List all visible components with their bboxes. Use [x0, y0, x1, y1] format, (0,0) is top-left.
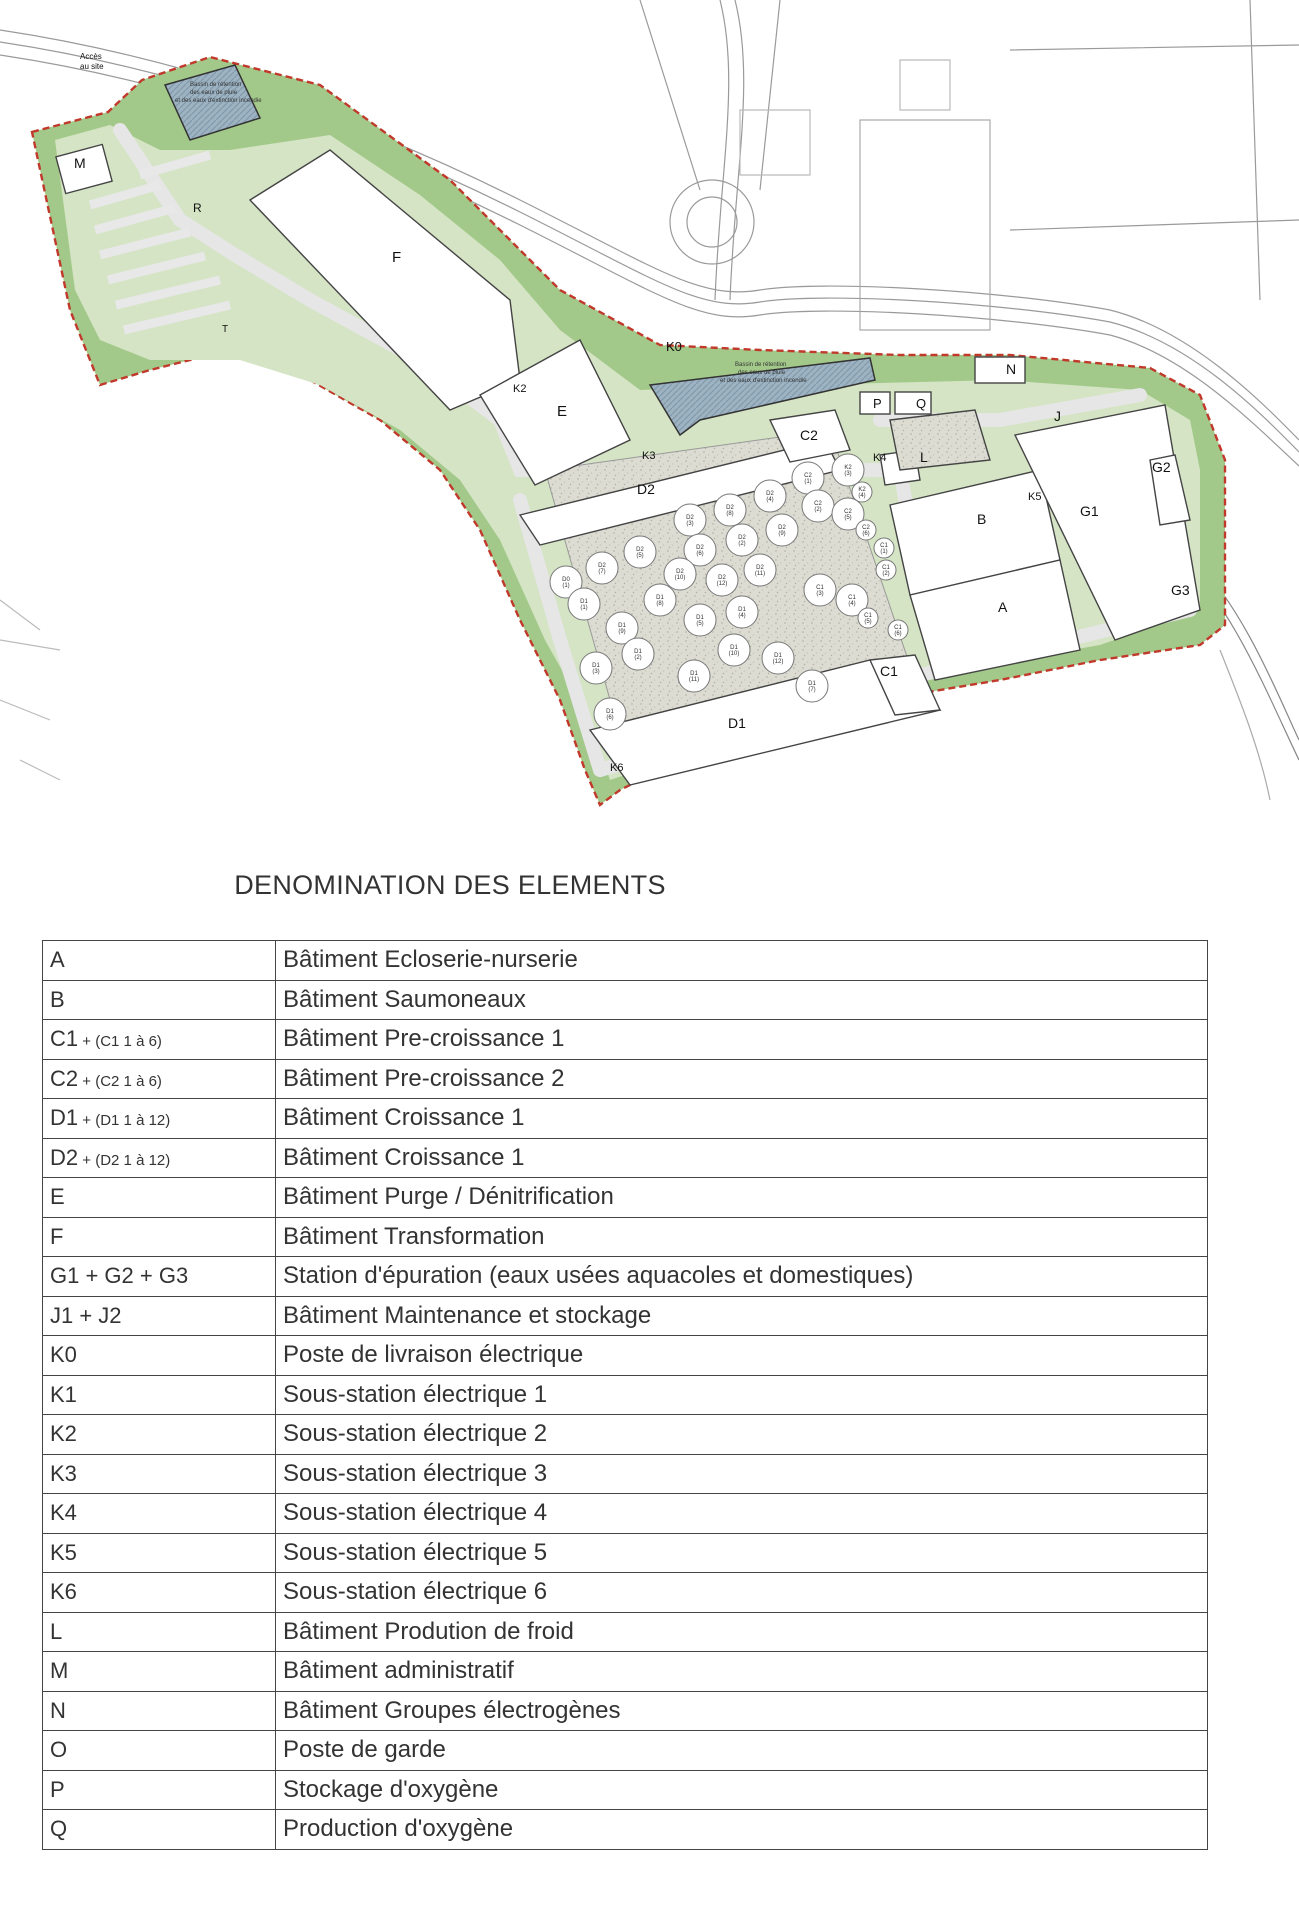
- tank-label: (4): [738, 613, 746, 619]
- label-G1: G1: [1080, 503, 1099, 519]
- label-L: L: [920, 449, 928, 465]
- tank-label: (6): [606, 715, 614, 721]
- access-label-1: Accès: [80, 52, 102, 61]
- legend-description: Bâtiment Transformation: [276, 1217, 1208, 1257]
- tank-label: C1: [880, 543, 888, 549]
- legend-code: [43, 1217, 276, 1257]
- legend-row: [43, 1375, 1208, 1415]
- tank-label: (8): [656, 601, 664, 607]
- tank-label: (4): [858, 493, 866, 499]
- legend-code-range: + (D2 1 à 12): [78, 1151, 171, 1169]
- legend-row: [43, 1020, 1208, 1060]
- legend-row: [43, 1138, 1208, 1178]
- tank-label: D2: [718, 575, 726, 581]
- tank-label: D1: [580, 599, 588, 605]
- legend-row: [43, 1533, 1208, 1573]
- tank-label: D2: [766, 491, 774, 497]
- legend-description: Sous-station électrique 4: [276, 1494, 1208, 1534]
- tank-label: D2: [726, 505, 734, 511]
- legend-description: Sous-station électrique 3: [276, 1454, 1208, 1494]
- legend-code: [43, 1731, 276, 1771]
- label-K6: K6: [610, 762, 624, 774]
- tank-label: C1: [864, 613, 872, 619]
- legend-row: [43, 1494, 1208, 1534]
- legend-code-text: K3: [50, 1460, 77, 1486]
- label-K2: K2: [513, 383, 527, 395]
- legend-code-range: + (C2 1 à 6): [78, 1072, 162, 1090]
- legend-code-range: + (D1 1 à 12): [78, 1112, 171, 1130]
- legend-row: [43, 1415, 1208, 1455]
- legend-code-text: N: [50, 1697, 66, 1723]
- legend-description: Bâtiment Pre-croissance 1: [276, 1020, 1208, 1060]
- tank-label: D1: [808, 681, 816, 687]
- label-C2: C2: [800, 427, 818, 443]
- tank-label: (3): [592, 669, 600, 675]
- legend-code: [43, 1059, 276, 1099]
- label-M: M: [74, 155, 86, 171]
- legend-code: [43, 1454, 276, 1494]
- legend-code-text: D1: [50, 1105, 79, 1131]
- tank-label: C1: [848, 595, 856, 601]
- tank-label: (2): [738, 541, 746, 547]
- label-K3: K3: [642, 450, 656, 462]
- tank-label: (5): [696, 621, 704, 627]
- tank-label: D1: [634, 649, 642, 655]
- legend-code-text: E: [50, 1184, 65, 1210]
- tank-label: (2): [882, 571, 890, 577]
- legend-row: [43, 1612, 1208, 1652]
- legend-code: [43, 1533, 276, 1573]
- legend-row: [43, 1731, 1208, 1771]
- legend-description: Bâtiment Prodution de froid: [276, 1612, 1208, 1652]
- tank-label: C1: [882, 565, 890, 571]
- tank-label: D2: [738, 535, 746, 541]
- label-D2: D2: [637, 481, 655, 497]
- legend-row: [43, 980, 1208, 1020]
- tank-label: C2: [862, 525, 870, 531]
- tank-label: D0: [562, 577, 570, 583]
- label-Q: Q: [916, 396, 927, 411]
- tank-label: C2: [814, 501, 822, 507]
- tank-label: (11): [688, 677, 700, 683]
- access-label-2: au site: [80, 62, 104, 71]
- tank-label: (1): [562, 583, 570, 589]
- tank-label: (12): [716, 581, 728, 587]
- legend-row: [43, 1652, 1208, 1692]
- legend-code-text: K6: [50, 1579, 77, 1605]
- tank-label: (7): [808, 687, 816, 693]
- basin-south-label-2: des eaux de pluie: [738, 370, 786, 376]
- tank-label: (6): [894, 631, 902, 637]
- label-J: J: [1054, 408, 1061, 424]
- legend-code-text: P: [50, 1776, 65, 1802]
- tank-label: D2: [778, 525, 786, 531]
- legend-description: Sous-station électrique 5: [276, 1533, 1208, 1573]
- tank-label: D2: [756, 565, 764, 571]
- tank-label: (1): [580, 605, 588, 611]
- tank-label: (7): [598, 569, 606, 575]
- legend-code-text: K4: [50, 1500, 77, 1526]
- label-D1: D1: [728, 715, 746, 731]
- tank-label: (2): [814, 507, 822, 513]
- basin-north-label-3: et des eaux d'extinction incendie: [175, 98, 262, 104]
- legend-code: [43, 1099, 276, 1139]
- tank-label: K2: [858, 487, 866, 493]
- tank-label: D2: [676, 569, 684, 575]
- tank-label: D1: [730, 645, 738, 651]
- legend-code-text: K5: [50, 1539, 77, 1565]
- tank-label: D1: [774, 653, 782, 659]
- legend-code-text: C1: [50, 1026, 79, 1052]
- legend-code-text: D2: [50, 1144, 79, 1170]
- legend-code: [43, 1612, 276, 1652]
- label-K0: K0: [666, 339, 682, 354]
- legend-title: DENOMINATION DES ELEMENTS: [234, 870, 666, 900]
- tank-label: C2: [844, 509, 852, 515]
- legend-row: [43, 1770, 1208, 1810]
- label-F: F: [392, 249, 402, 266]
- site-plan-map: [0, 0, 1299, 810]
- legend-code: [43, 1770, 276, 1810]
- label-A: A: [998, 599, 1008, 615]
- legend-row: [43, 1257, 1208, 1297]
- tank-label: (9): [778, 531, 786, 537]
- tank-label: D1: [656, 595, 664, 601]
- legend-code: [43, 1573, 276, 1613]
- tank-label: (8): [726, 511, 734, 517]
- tank-label: D1: [606, 709, 614, 715]
- tank-label: (2): [634, 655, 642, 661]
- legend-code: [43, 1652, 276, 1692]
- legend-code-text: F: [50, 1223, 64, 1249]
- tank-label: (4): [766, 497, 774, 503]
- basin-south-label-3: et des eaux d'extinction incendie: [720, 378, 807, 384]
- tank-label: D2: [636, 547, 644, 553]
- basin-north-label-1: Bassin de rétention: [190, 82, 242, 88]
- tank-label: D1: [592, 663, 600, 669]
- legend-row: [43, 1573, 1208, 1613]
- basin-north-label-2: des eaux de pluie: [190, 90, 238, 96]
- tank-label: (5): [864, 619, 872, 625]
- legend-code: [43, 1178, 276, 1218]
- tank-label: (1): [880, 549, 888, 555]
- label-G2: G2: [1152, 459, 1171, 475]
- legend-code: [43, 1494, 276, 1534]
- tank-label: (10): [674, 575, 686, 581]
- label-G3: G3: [1171, 582, 1190, 598]
- legend-code: [43, 1020, 276, 1060]
- legend-code-text: L: [50, 1618, 63, 1644]
- label-P: P: [873, 396, 882, 411]
- label-K4: K4: [873, 452, 887, 464]
- tank-label: (3): [686, 521, 694, 527]
- legend-code: [43, 1415, 276, 1455]
- legend-description: Stockage d'oxygène: [276, 1770, 1208, 1810]
- legend-code-text: G1 + G2 + G3: [50, 1263, 189, 1289]
- legend-description: Bâtiment Purge / Dénitrification: [276, 1178, 1208, 1218]
- tank-label: (1): [804, 479, 812, 485]
- tank-label: (5): [636, 553, 644, 559]
- legend-description: Bâtiment Saumoneaux: [276, 980, 1208, 1020]
- legend-description: Bâtiment Ecloserie-nurserie: [276, 941, 1208, 981]
- legend-code-text: Q: [50, 1816, 68, 1842]
- legend-row: [43, 1454, 1208, 1494]
- tank-label: (12): [772, 659, 784, 665]
- legend-code: [43, 1375, 276, 1415]
- legend-code-text: M: [50, 1658, 69, 1684]
- legend-row: [43, 1099, 1208, 1139]
- legend-code: [43, 1257, 276, 1297]
- legend-row: [43, 1296, 1208, 1336]
- legend-code-text: O: [50, 1737, 68, 1763]
- legend-description: Station d'épuration (eaux usées aquacoles et domestiques): [276, 1257, 1208, 1297]
- tank-label: D1: [618, 623, 626, 629]
- legend-code-text: K0: [50, 1342, 77, 1368]
- tank-label: C1: [816, 585, 824, 591]
- tank-label: D1: [738, 607, 746, 613]
- legend-description: Bâtiment Pre-croissance 2: [276, 1059, 1208, 1099]
- legend-table: [42, 940, 1208, 1850]
- legend-code: [43, 1810, 276, 1850]
- legend-description: Bâtiment administratif: [276, 1652, 1208, 1692]
- legend-code-text: J1 + J2: [50, 1302, 122, 1328]
- legend-row: [43, 1217, 1208, 1257]
- legend-description: Poste de livraison électrique: [276, 1336, 1208, 1376]
- legend-code-text: A: [50, 947, 65, 973]
- label-N: N: [1006, 361, 1017, 377]
- legend-code: [43, 1691, 276, 1731]
- tank-label: (4): [848, 601, 856, 607]
- legend-description: Production d'oxygène: [276, 1810, 1208, 1850]
- label-C1: C1: [880, 663, 898, 679]
- tank-label: D2: [696, 545, 704, 551]
- legend-description: Bâtiment Groupes électrogènes: [276, 1691, 1208, 1731]
- legend-row: [43, 1059, 1208, 1099]
- legend-code-text: K1: [50, 1381, 77, 1407]
- legend-row: [43, 1336, 1208, 1376]
- legend-code: [43, 1296, 276, 1336]
- tank-label: (5): [844, 515, 852, 521]
- tank-label: (10): [728, 651, 740, 657]
- label-K5: K5: [1028, 491, 1042, 503]
- label-B: B: [977, 511, 987, 527]
- label-R: R: [193, 201, 202, 215]
- tank-label: K2: [844, 465, 852, 471]
- tank-label: (6): [862, 531, 870, 537]
- tank-label: (6): [696, 551, 704, 557]
- legend-description: Sous-station électrique 2: [276, 1415, 1208, 1455]
- tank-label: (3): [816, 591, 824, 597]
- legend-row: [43, 1691, 1208, 1731]
- legend-code-text: C2: [50, 1065, 79, 1091]
- legend-description: Sous-station électrique 1: [276, 1375, 1208, 1415]
- label-T: T: [222, 324, 229, 335]
- tank-label: D2: [598, 563, 606, 569]
- legend-row: [43, 1178, 1208, 1218]
- legend-code-text: K2: [50, 1421, 77, 1447]
- legend-code: [43, 1138, 276, 1178]
- legend-code: [43, 1336, 276, 1376]
- tank-label: D2: [686, 515, 694, 521]
- legend-row: [43, 1810, 1208, 1850]
- legend-description: Sous-station électrique 6: [276, 1573, 1208, 1613]
- label-E: E: [557, 403, 568, 420]
- tank-label: (9): [618, 629, 626, 635]
- legend-row: [43, 941, 1208, 981]
- legend-description: Bâtiment Croissance 1: [276, 1138, 1208, 1178]
- legend-code: [43, 941, 276, 981]
- tank-label: C2: [804, 473, 812, 479]
- tank-label: (11): [754, 571, 766, 577]
- tank-label: C1: [894, 625, 902, 631]
- basin-south-label-1: Bassin de rétention: [735, 362, 787, 368]
- tank-label: D1: [690, 671, 698, 677]
- legend-description: Poste de garde: [276, 1731, 1208, 1771]
- legend-code: [43, 980, 276, 1020]
- tank-label: D1: [696, 615, 704, 621]
- legend-code-range: + (C1 1 à 6): [78, 1033, 162, 1051]
- legend-description: Bâtiment Maintenance et stockage: [276, 1296, 1208, 1336]
- legend-code-text: B: [50, 986, 65, 1012]
- legend-description: Bâtiment Croissance 1: [276, 1099, 1208, 1139]
- tank-label: (3): [844, 471, 852, 477]
